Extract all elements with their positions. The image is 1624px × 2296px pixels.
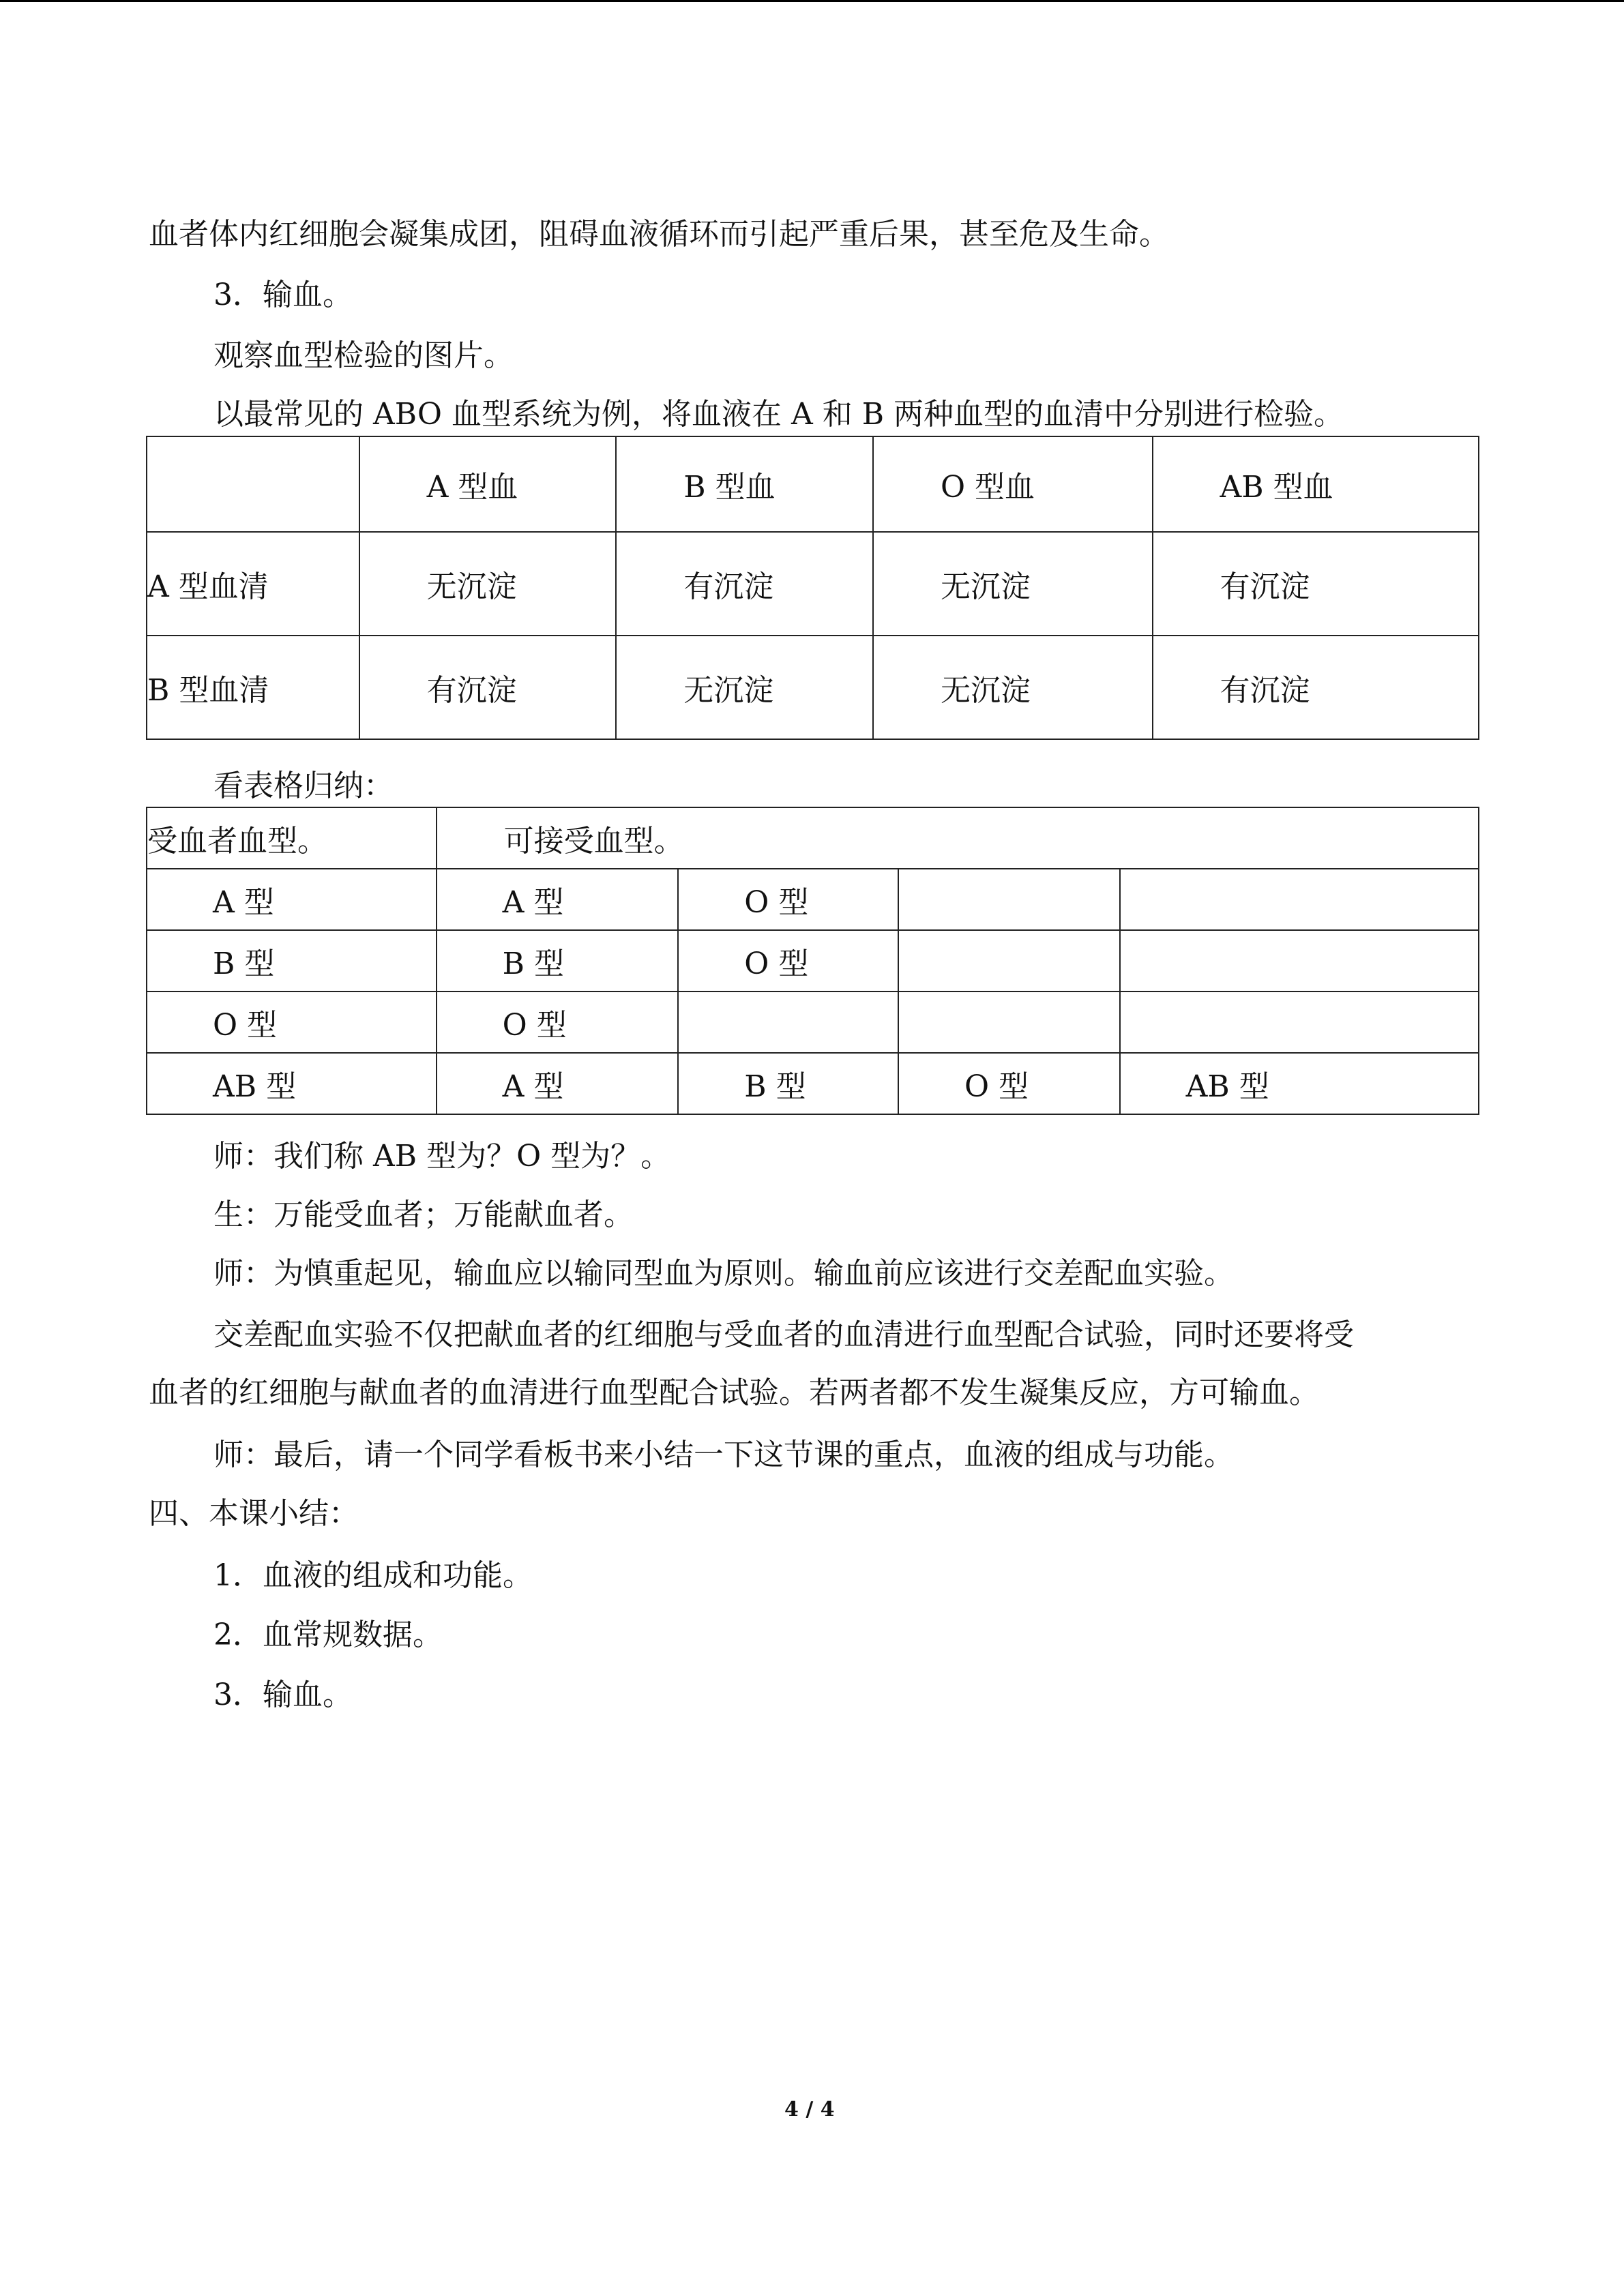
table-cell: 无沉淀	[873, 532, 1153, 636]
table-row-label: A 型血清	[147, 532, 359, 636]
body-line: 师：最后，请一个同学看板书来小结一下这节课的重点，血液的组成与功能。	[213, 1437, 1234, 1472]
body-line: 师：为慎重起见，输血应以输同型血为原则。输血前应该进行交差配血实验。	[213, 1256, 1234, 1291]
transfusion-compatibility-table	[146, 807, 1479, 1115]
table-cell: B 型	[147, 930, 437, 992]
table-row	[147, 1053, 1479, 1114]
table-cell: O 型	[437, 992, 679, 1053]
page-number: 4 / 4	[784, 2098, 835, 2121]
table-header-cell: AB 型血	[1153, 436, 1479, 532]
table-cell	[898, 930, 1120, 992]
table-cell: 无沉淀	[873, 636, 1153, 739]
body-line: 观察血型检验的图片。	[213, 338, 514, 373]
table-cell	[1120, 992, 1479, 1053]
table-cell	[898, 992, 1120, 1053]
body-line: 交差配血实验不仅把献血者的红细胞与受血者的血清进行血型配合试验，同时还要将受	[213, 1317, 1354, 1352]
table-cell: O 型	[147, 992, 437, 1053]
abo-blood-test-table	[146, 436, 1479, 740]
table-row	[147, 992, 1479, 1053]
body-line: 血者体内红细胞会凝集成团，阻碍血液循环而引起严重后果，甚至危及生命。	[149, 217, 1169, 252]
body-line: 看表格归纳：	[213, 769, 394, 803]
body-line: 师：我们称 AB 型为？O 型为？。	[213, 1139, 671, 1174]
table-cell: A 型	[437, 1053, 679, 1114]
table-cell	[898, 869, 1120, 930]
table-cell: O 型	[898, 1053, 1120, 1114]
top-border-line	[0, 0, 1624, 2]
table-row	[147, 532, 1479, 636]
table-cell: O 型	[678, 869, 898, 930]
table-cell	[1120, 869, 1479, 930]
table-cell: B 型	[437, 930, 679, 992]
table-cell: AB 型	[147, 1053, 437, 1114]
table-row	[147, 930, 1479, 992]
table-cell: B 型	[678, 1053, 898, 1114]
table-header-cell: B 型血	[616, 436, 873, 532]
table-cell: A 型	[437, 869, 679, 930]
body-line: 3．输血。	[213, 278, 353, 312]
table-header-cell: 可接受血型。	[437, 807, 1479, 869]
table-header-cell: O 型血	[873, 436, 1153, 532]
body-line: 以最常见的 ABO 血型系统为例，将血液在 A 和 B 两种血型的血清中分别进行检验。	[213, 397, 1344, 432]
table-cell: A 型	[147, 869, 437, 930]
table-cell: 有沉淀	[616, 532, 873, 636]
table-header-cell: A 型血	[359, 436, 617, 532]
table-row	[147, 436, 1479, 532]
table-cell: AB 型	[1120, 1053, 1479, 1114]
table-cell: O 型	[678, 930, 898, 992]
body-line: 2．血常规数据。	[213, 1617, 443, 1652]
table-header-cell: 受血者血型。	[147, 807, 437, 869]
section-heading: 四、本课小结：	[149, 1496, 359, 1531]
table-row-label: B 型血清	[147, 636, 359, 739]
table-cell	[678, 992, 898, 1053]
table-row	[147, 869, 1479, 930]
table-cell: 无沉淀	[359, 532, 617, 636]
table-row	[147, 636, 1479, 739]
table-cell: 无沉淀	[616, 636, 873, 739]
table-cell	[1120, 930, 1479, 992]
table-cell: 有沉淀	[1153, 636, 1479, 739]
body-line: 1．血液的组成和功能。	[213, 1558, 533, 1593]
body-line: 3．输血。	[213, 1678, 353, 1712]
body-line: 血者的红细胞与献血者的血清进行血型配合试验。若两者都不发生凝集反应，方可输血。	[149, 1375, 1319, 1410]
table-cell	[147, 436, 359, 532]
table-row	[147, 807, 1479, 869]
table-cell: 有沉淀	[1153, 532, 1479, 636]
table-cell: 有沉淀	[359, 636, 617, 739]
body-line: 生：万能受血者；万能献血者。	[213, 1197, 634, 1232]
